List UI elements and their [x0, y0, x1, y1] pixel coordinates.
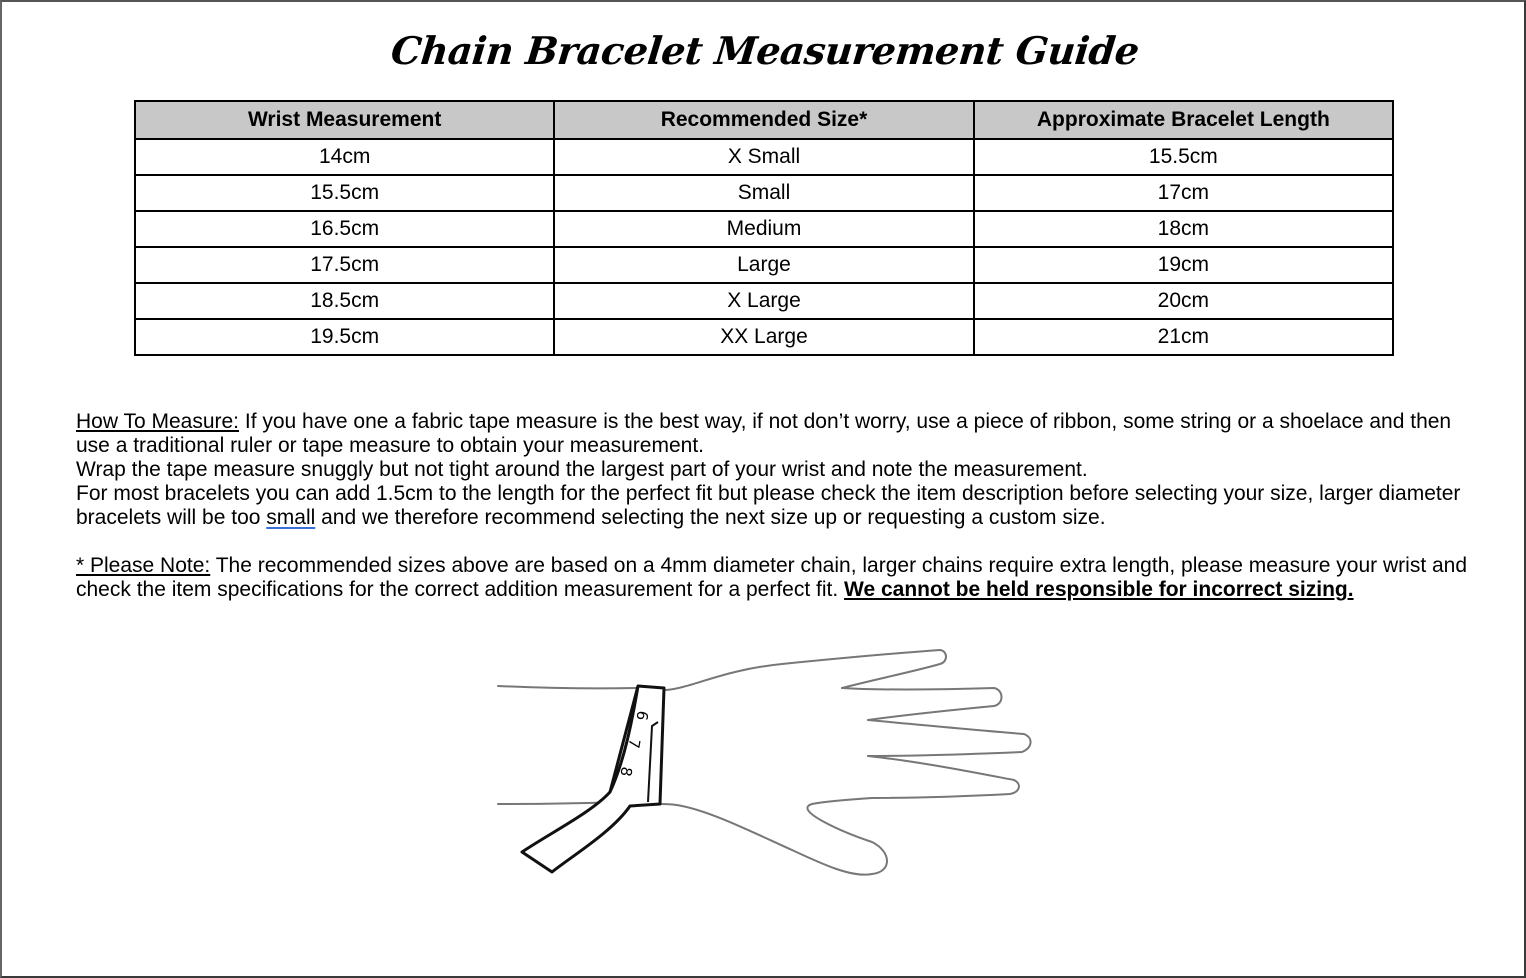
wrist-cell: 14cm	[135, 139, 554, 175]
size-cell: Medium	[554, 211, 973, 247]
length-cell: 21cm	[974, 319, 1393, 355]
size-cell: X Large	[554, 283, 973, 319]
how-to-line-3	[76, 482, 1476, 530]
table-row	[135, 247, 1393, 283]
table-row	[135, 175, 1393, 211]
how-to-line-2: Wrap the tape measure snuggly but not tight around the largest part of your wrist and note the measurement.	[76, 458, 1088, 481]
length-cell: 19cm	[974, 247, 1393, 283]
header-bracelet-length: Approximate Bracelet Length	[974, 101, 1393, 139]
spellcheck-word: small	[266, 506, 316, 529]
please-note-text: The recommended sizes above are based on a 4mm diameter chain, larger chains require extra length, please measure your wrist and check the item specifications for the correct addition measurement for a perfect fit.	[76, 554, 1468, 601]
length-cell: 18cm	[974, 211, 1393, 247]
wrist-cell: 17.5cm	[135, 247, 554, 283]
table-header-row	[135, 101, 1393, 139]
size-table	[134, 100, 1394, 356]
how-to-measure-paragraph	[76, 410, 1476, 458]
disclaimer: We cannot be held responsible for incorrect sizing.	[844, 578, 1354, 601]
please-note-label: * Please Note:	[76, 554, 211, 577]
size-cell: Large	[554, 247, 973, 283]
size-cell: XX Large	[554, 319, 973, 355]
size-cell: X Small	[554, 139, 973, 175]
length-cell: 15.5cm	[974, 139, 1393, 175]
table-row	[135, 319, 1393, 355]
wrist-measure-illustration	[492, 642, 1052, 912]
please-note-paragraph	[76, 554, 1476, 602]
page-title: Chain Bracelet Measurement Guide	[388, 28, 1142, 73]
instructions	[76, 410, 1476, 602]
table-row	[135, 139, 1393, 175]
wrist-cell: 15.5cm	[135, 175, 554, 211]
table-row	[135, 211, 1393, 247]
table-row	[135, 283, 1393, 319]
wrist-cell: 19.5cm	[135, 319, 554, 355]
measuring-tape	[522, 686, 664, 872]
header-recommended-size: Recommended Size*	[554, 101, 973, 139]
how-to-line-3a: For most bracelets you can add 1.5cm to the length for the perfect fit but please check the item description before selecting your size, larger diameter bracelets will be too	[76, 482, 1461, 529]
length-cell: 20cm	[974, 283, 1393, 319]
wrist-cell: 16.5cm	[135, 211, 554, 247]
header-wrist-measurement: Wrist Measurement	[135, 101, 554, 139]
how-to-line-3b: and we therefore recommend selecting the next size up or requesting a custom size.	[315, 506, 1106, 529]
tape-mark: 7	[624, 737, 644, 750]
size-cell: Small	[554, 175, 973, 211]
how-to-line-1: If you have one a fabric tape measure is the best way, if not don’t worry, use a piece of ribbon, some string or a shoelace and then use a traditional ruler or tape measure to obtain your measurement.	[76, 410, 1452, 457]
tape-mark: 6	[632, 709, 652, 722]
how-to-measure-label: How To Measure:	[76, 410, 240, 433]
tape-mark: 8	[616, 765, 636, 778]
wrist-cell: 18.5cm	[135, 283, 554, 319]
length-cell: 17cm	[974, 175, 1393, 211]
